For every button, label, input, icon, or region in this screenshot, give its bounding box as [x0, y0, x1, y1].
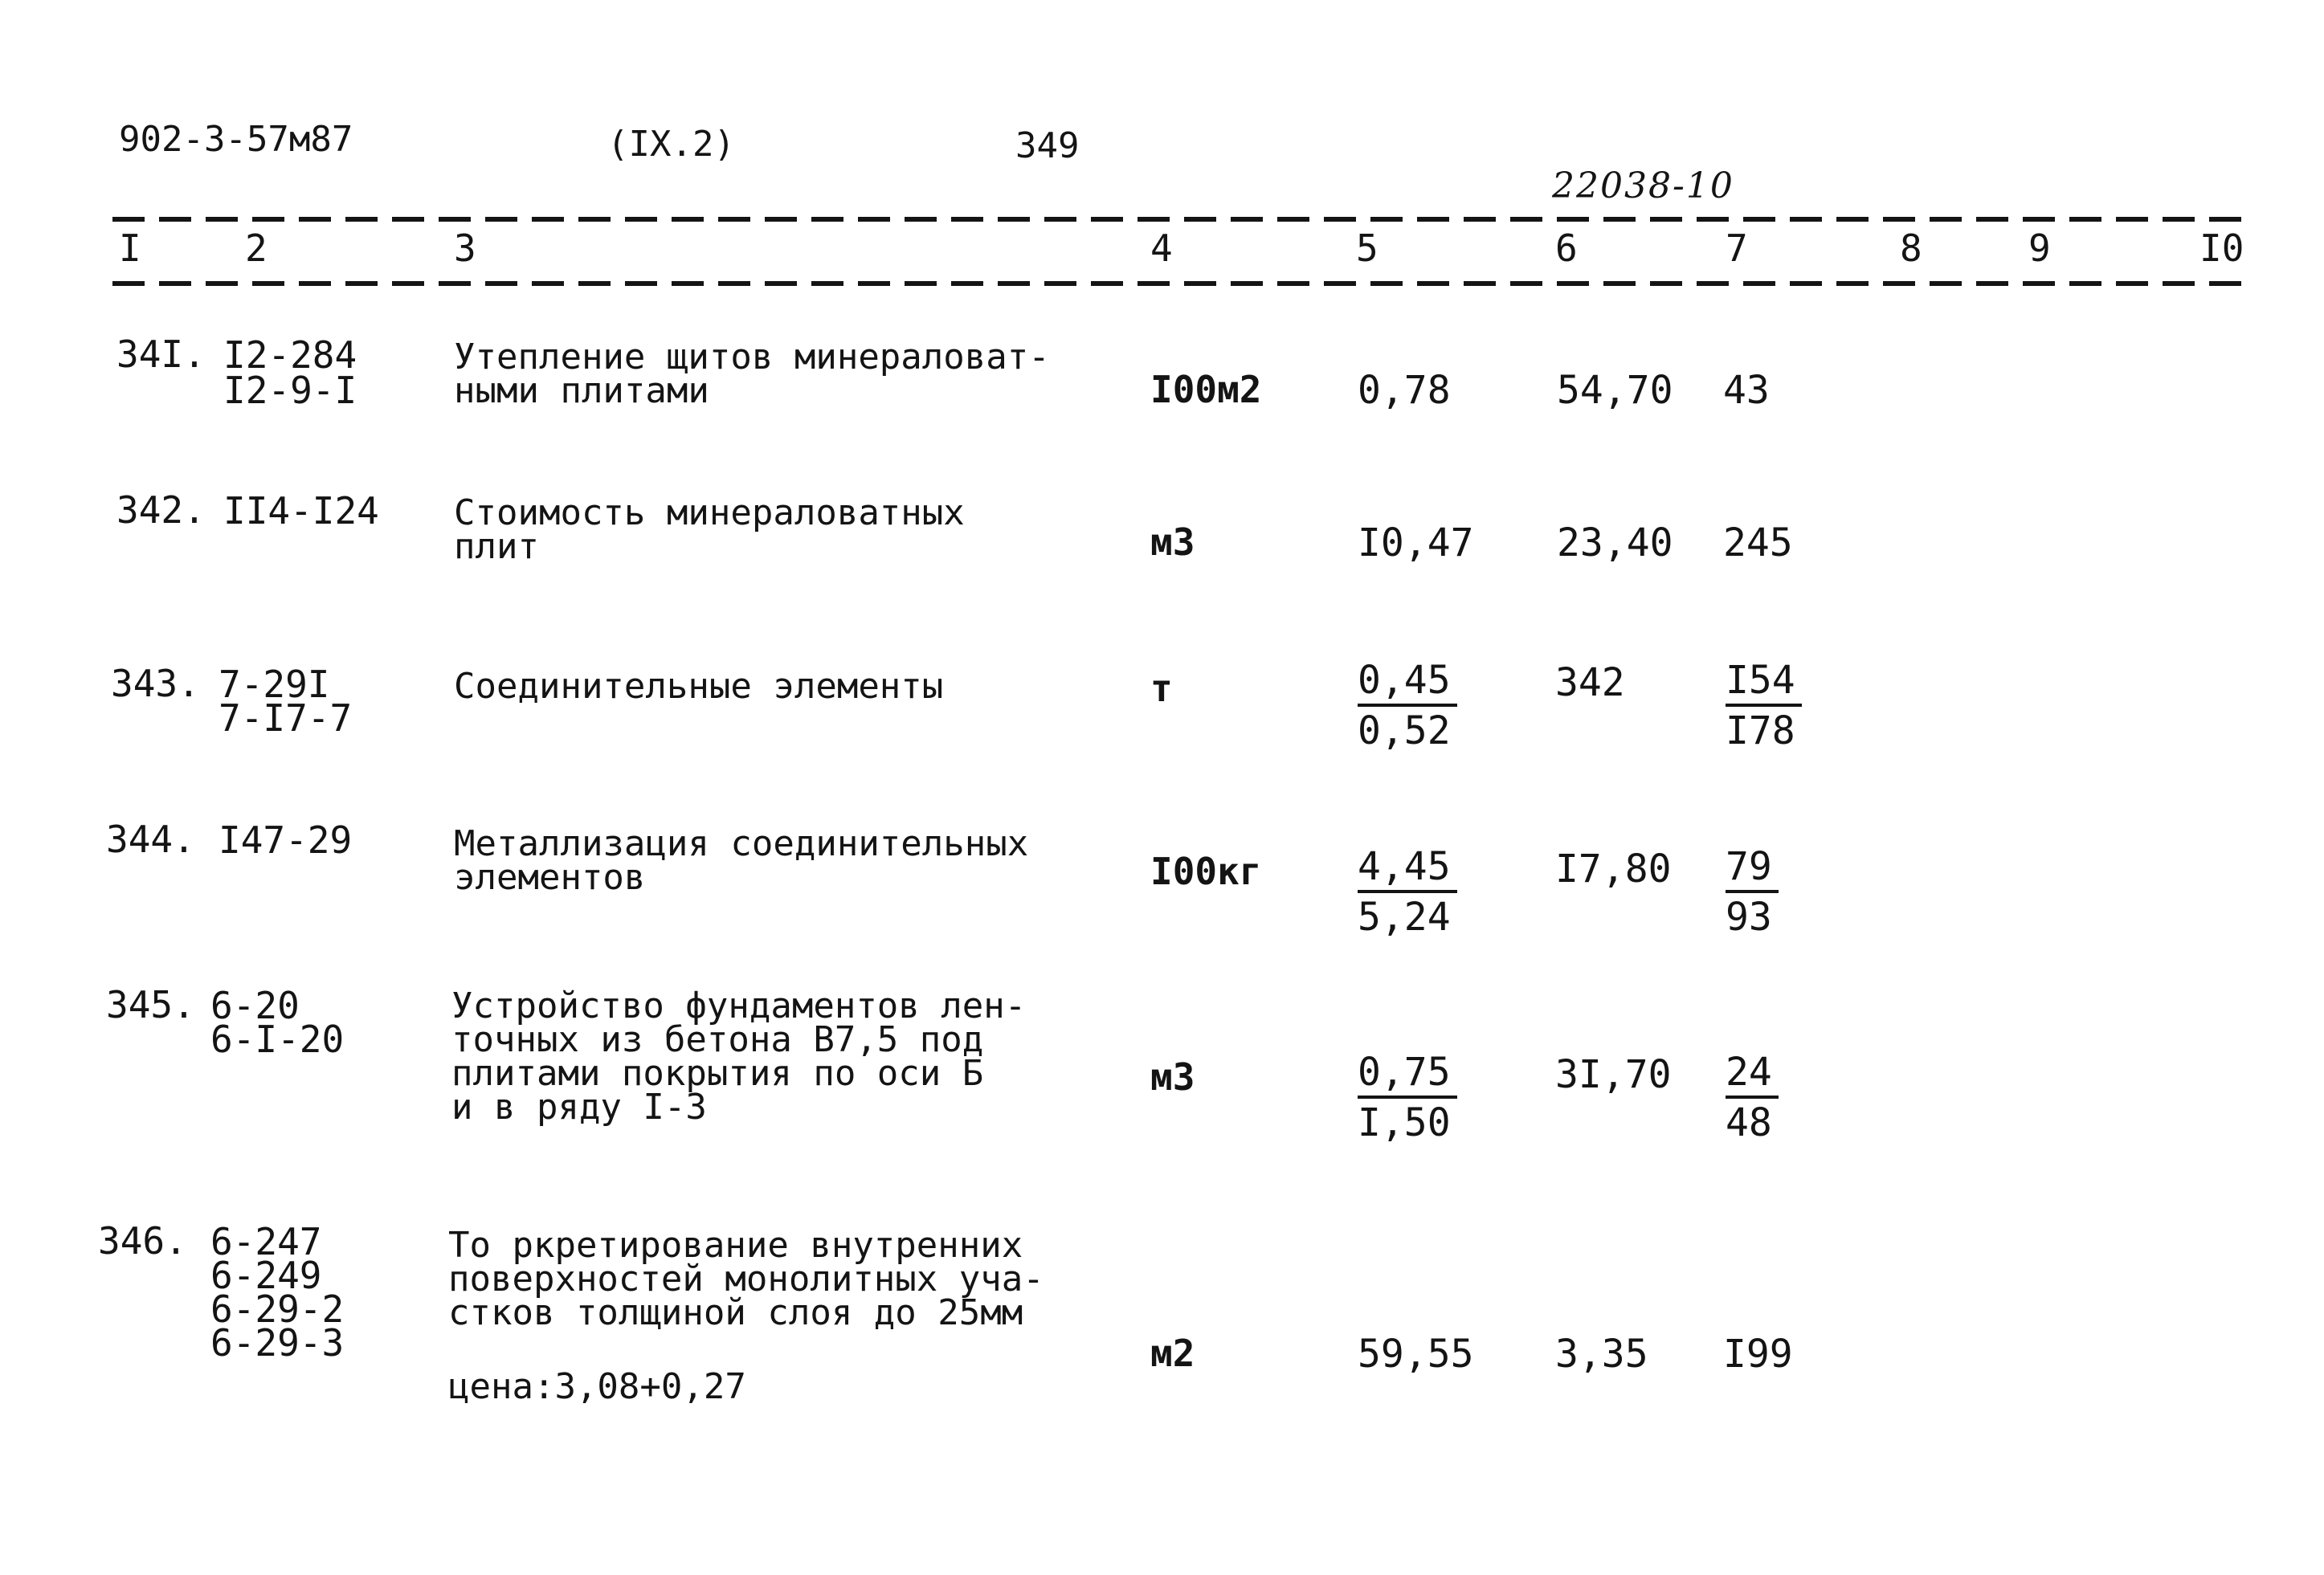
column-header-8: 8 [1900, 226, 1922, 270]
work-description: точных из бетона В7,5 под [451, 1019, 984, 1060]
unit-of-measure: м3 [1150, 1055, 1195, 1099]
quantity-top: 0,75 [1358, 1049, 1457, 1099]
total-fraction [1726, 1049, 1779, 1147]
total-fraction [1726, 657, 1802, 755]
handwritten-code: 22038-10 [1552, 165, 1734, 206]
total-fraction [1726, 843, 1779, 941]
column-header-7: 7 [1726, 226, 1748, 270]
column-header-9: 9 [2028, 226, 2051, 270]
quantity: I0,47 [1358, 520, 1474, 565]
work-description: и в ряду I-3 [451, 1087, 707, 1128]
price-note: цена:3,08+0,27 [448, 1366, 746, 1407]
work-description: То ркретирование внутренних [448, 1225, 1023, 1266]
quantity-bottom: 5,24 [1358, 895, 1451, 940]
quantity-bottom: I,50 [1358, 1100, 1451, 1145]
work-description: Стоимость минераловатных [454, 492, 965, 533]
column-header-3: 3 [454, 226, 476, 270]
row-number: 343. [111, 662, 200, 705]
total-top: 24 [1726, 1049, 1779, 1099]
column-header-4: 4 [1150, 226, 1173, 270]
rate-code: I2-284 [223, 333, 357, 377]
rate-code: 6-29-3 [210, 1321, 345, 1365]
rate-code: 6-20 [210, 984, 300, 1027]
total-bottom: I78 [1726, 708, 1795, 753]
work-description: Металлизация соединительных [454, 823, 1029, 864]
work-description: Соединительные элементы [454, 666, 944, 707]
work-description: стков толщиной слоя до 25мм [448, 1292, 1023, 1333]
rate-code: 6-249 [210, 1254, 322, 1297]
unit-price: I7,80 [1555, 847, 1672, 892]
work-description: плит [454, 526, 539, 567]
work-description: Утепление щитов минераловат- [454, 337, 1050, 377]
header-top-rule [112, 217, 2256, 222]
unit-price: 3I,70 [1555, 1052, 1672, 1097]
column-header-5: 5 [1356, 226, 1378, 270]
quantity: 0,78 [1358, 368, 1451, 413]
unit-price: 23,40 [1557, 520, 1673, 565]
total-bottom: 93 [1726, 895, 1772, 940]
column-header-10: I0 [2199, 226, 2244, 270]
rate-code: 6-247 [210, 1220, 322, 1263]
unit-of-measure: м2 [1150, 1332, 1195, 1375]
row-number: 345. [106, 983, 195, 1026]
rate-code: II4-I24 [223, 489, 379, 532]
work-description: Устройство фундаментов лен- [451, 985, 1027, 1026]
rate-code: 7-I7-7 [219, 696, 353, 740]
row-number: 346. [98, 1219, 187, 1263]
quantity-top: 0,45 [1358, 657, 1457, 707]
total-cost: 245 [1723, 520, 1793, 565]
unit-of-measure: т [1150, 667, 1173, 710]
rate-code: 7-29I [219, 663, 330, 706]
header-bottom-rule [112, 281, 2256, 286]
document-code: 902-3-57м87 [119, 119, 353, 160]
quantity-top: 4,45 [1358, 843, 1457, 893]
work-description: плитами покрытия по оси Б [451, 1053, 984, 1094]
quantity-bottom: 0,52 [1358, 708, 1451, 753]
row-number: 34I. [116, 333, 206, 376]
rate-code: 6-29-2 [210, 1287, 345, 1331]
quantity-fraction [1358, 843, 1457, 941]
total-cost: I99 [1723, 1332, 1793, 1377]
column-header-2: 2 [245, 226, 268, 270]
rate-code: I47-29 [219, 818, 353, 862]
total-top: I54 [1726, 657, 1802, 707]
column-header-6: 6 [1555, 226, 1578, 270]
unit-price: 3,35 [1555, 1332, 1648, 1377]
row-number: 344. [106, 818, 195, 861]
total-cost: 43 [1723, 368, 1770, 413]
quantity-fraction [1358, 657, 1457, 755]
work-description: ными плитами [454, 370, 709, 411]
rate-code: 6-I-20 [210, 1018, 345, 1061]
total-top: 79 [1726, 843, 1779, 893]
unit-price: 342 [1555, 660, 1625, 705]
rate-code: I2-9-I [223, 369, 357, 412]
unit-price: 54,70 [1557, 368, 1673, 413]
quantity: 59,55 [1358, 1332, 1474, 1377]
unit-of-measure: I00м2 [1150, 368, 1262, 411]
row-number: 342. [116, 488, 206, 532]
work-description: элементов [454, 857, 646, 898]
page-number: 349 [1015, 125, 1080, 166]
work-description: поверхностей монолитных уча- [448, 1259, 1044, 1300]
total-bottom: 48 [1726, 1100, 1772, 1145]
quantity-fraction [1358, 1049, 1457, 1147]
unit-of-measure: I00кг [1150, 850, 1262, 893]
unit-of-measure: м3 [1150, 520, 1195, 564]
section-number: (IX.2) [607, 124, 735, 165]
column-header-1: I [119, 226, 141, 270]
